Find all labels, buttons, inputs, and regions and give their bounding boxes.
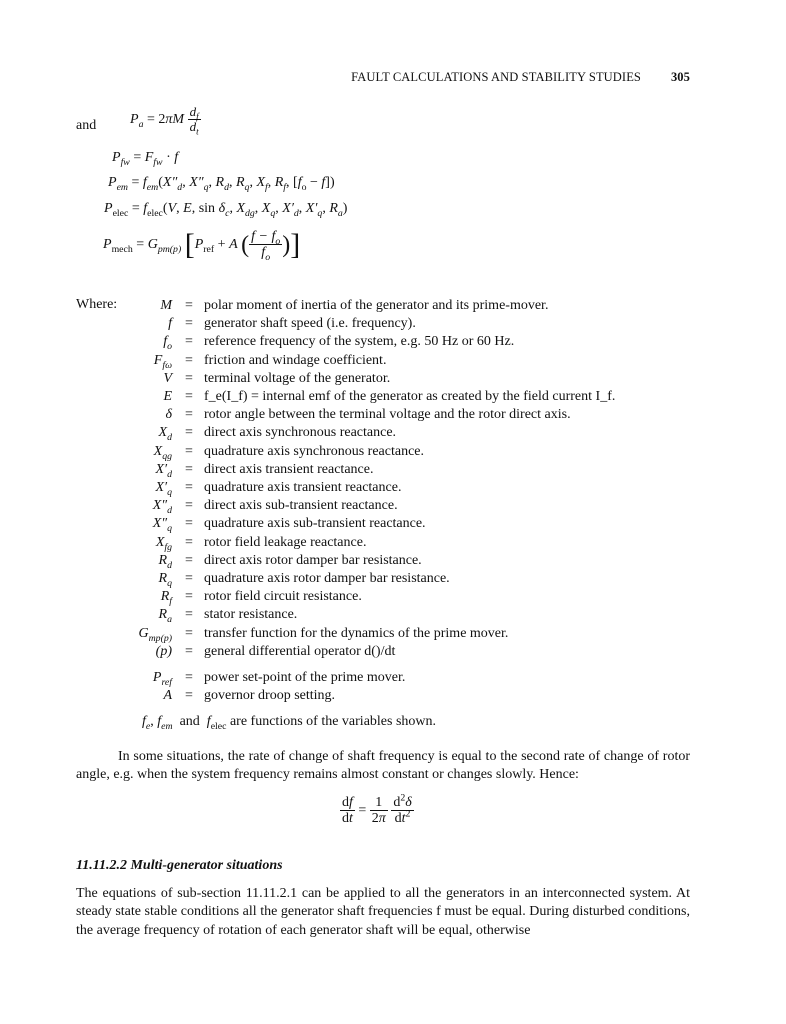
definition-symbol: δ [165,407,172,423]
page-number: 305 [670,70,690,84]
definition-symbol: $f_o$ [163,334,172,353]
definition-symbol: $X'_q$ [155,480,172,498]
definition-text: quadrature axis synchronous reactance. [204,443,425,459]
equals-sign: = [185,516,193,532]
definition-symbol: $X''_q$ [152,516,172,535]
definition-row [80,607,720,625]
definition-text: quadrature axis transient reactance. [204,480,402,495]
definition-row [80,644,720,662]
equals-sign: = [185,334,193,350]
definition-text: f_e(I_f) = internal emf of the generator as created by the field current I_f. [204,389,616,404]
definition-symbol: $X_{fg}$ [155,534,172,553]
equals-sign: = [185,625,193,641]
definition-symbol: $F_{f\omega}$ [153,352,172,371]
definition-symbol: f [168,316,172,332]
definition-symbol: A [163,688,172,704]
definition-text: stator resistance. [204,607,298,623]
definition-symbol: V [163,370,172,386]
paragraph-1: In some situations, the rate of change of shaft frequency is equal to the second rate of change of rotor angle, e.g. when the system frequency remains almost constant or changes slowly. Hence: [76,749,690,783]
definition-text: direct axis rotor damper bar resistance. [204,552,422,568]
definition-row [80,535,720,553]
definition-row [80,516,720,534]
definition-symbol: $X''_d$ [152,498,172,516]
equals-sign: = [185,389,193,404]
equals-sign: = [185,670,193,685]
equals-sign: = [185,688,193,704]
definition-text: polar moment of inertia of the generator and its prime-mover. [204,298,549,313]
equation-pem: $P_{em} = f_{em}(X''_d$, $X''_q$, $R_d$, $R_q$, $X_f$, $R_f$, $[f_o - f]$) [108,175,335,193]
definition-row [80,498,720,516]
equals-sign: = [185,352,193,368]
definition-text: rotor field leakage reactance. [204,534,367,550]
definition-row [80,670,720,688]
equation-pelec: $P_{elec} = f_{elec}(V$, E, $\sin \delta_c$, $X_{dg}$, $X_q$, $X'_d$, $X'_q$, $R_a$) [104,201,348,219]
equals-sign: = [185,498,193,514]
definition-row [80,462,720,480]
definition-text: rotor angle between the terminal voltage and the rotor direct axis. [204,407,571,423]
definition-row [80,553,720,571]
definition-symbol: E [163,389,172,404]
definition-symbol: $G_{mp(p)}$ [138,625,172,644]
where-label: Where: [76,297,118,312]
definition-row [80,688,720,706]
definition-text: rotor field circuit resistance. [204,589,362,605]
definition-row [80,589,720,607]
equals-sign: = [185,589,193,605]
definition-symbol: $R_a$ [158,607,172,626]
section-heading: 11.11.2.2 Multi-generator situations [76,858,283,873]
equation-pmech: $P_{mech} = G_{pm(p)}$ [$P_{ref} + A$ ( $\frac{f - f_o}{f_o}$ )] [103,227,301,264]
equation-pa: $P_a = 2\pi M$ $\frac{d_f}{d_t}$ [130,104,199,137]
definition-text: governor droop setting. [204,688,336,704]
definition-row [80,334,720,352]
equation-dfdt: $\frac{df}{dt}$ = $\frac{1}{2\pi}$ $\frac{d^2\delta}{dt^2}$ [342,792,412,827]
definition-text: quadrature axis rotor damper bar resistance. [204,571,450,586]
definition-text: friction and windage coefficient. [204,352,387,368]
definition-symbol: $P_{ref}$ [152,670,172,688]
definition-text: power set-point of the prime mover. [204,670,406,685]
definition-symbol: M [160,298,172,313]
definition-symbol: (p) [155,643,172,659]
functions-note: $f_e$, $f_{em}$ and $f_{elec}$ are functions of the variables shown. [142,714,437,732]
definition-text: direct axis synchronous reactance. [204,425,397,441]
definition-symbol: $R_d$ [158,552,172,571]
definition-row [80,425,720,443]
equals-sign: = [185,425,193,441]
definition-symbol: $R_q$ [158,571,172,589]
definition-row [80,626,720,644]
equals-sign: = [185,316,193,332]
running-header: FAULT CALCULATIONS AND STABILITY STUDIES [351,70,641,84]
definition-text: quadrature axis sub-transient reactance. [204,516,426,532]
equals-sign: = [185,643,193,659]
definition-row [80,353,720,371]
definition-row [80,316,720,334]
equals-sign: = [185,461,193,477]
definition-text: direct axis sub-transient reactance. [204,498,398,514]
definition-row [80,389,720,407]
definition-row [80,371,720,389]
and-label: and [76,118,97,133]
definition-row [80,407,720,425]
equals-sign: = [185,607,193,623]
definition-symbol: $X_{qg}$ [153,443,172,462]
equals-sign: = [185,370,193,386]
definition-row [80,571,720,589]
definition-symbol: $R_f$ [160,589,172,607]
definition-symbol: $X_d$ [158,425,172,444]
equation-pfw: $P_{fw} = F_{fw} \cdot f$ [112,150,179,168]
equals-sign: = [185,407,193,423]
equals-sign: = [185,571,193,586]
equals-sign: = [185,552,193,568]
definition-row [80,298,720,316]
definition-symbol: $X'_d$ [155,461,172,480]
definition-row [80,444,720,462]
definition-text: terminal voltage of the generator. [204,370,391,386]
definition-row [80,480,720,498]
equals-sign: = [185,534,193,550]
definition-text: transfer function for the dynamics of the prime mover. [204,625,509,641]
equals-sign: = [185,298,193,313]
definition-text: generator shaft speed (i.e. frequency). [204,316,416,332]
definition-text: reference frequency of the system, e.g. 50 Hz or 60 Hz. [204,334,515,350]
equals-sign: = [185,480,193,495]
paragraph-2: The equations of sub-section 11.11.2.1 can be applied to all the generators in an interconnected system. At steady state stable conditions all the generator shaft frequencies f must be equal. During disturbed conditions, the average frequency of rotation of each generator shaft will be equal, otherwise [76,886,690,938]
equals-sign: = [185,443,193,459]
definition-text: general differential operator d()/dt [204,643,396,659]
definition-text: direct axis transient reactance. [204,461,374,477]
